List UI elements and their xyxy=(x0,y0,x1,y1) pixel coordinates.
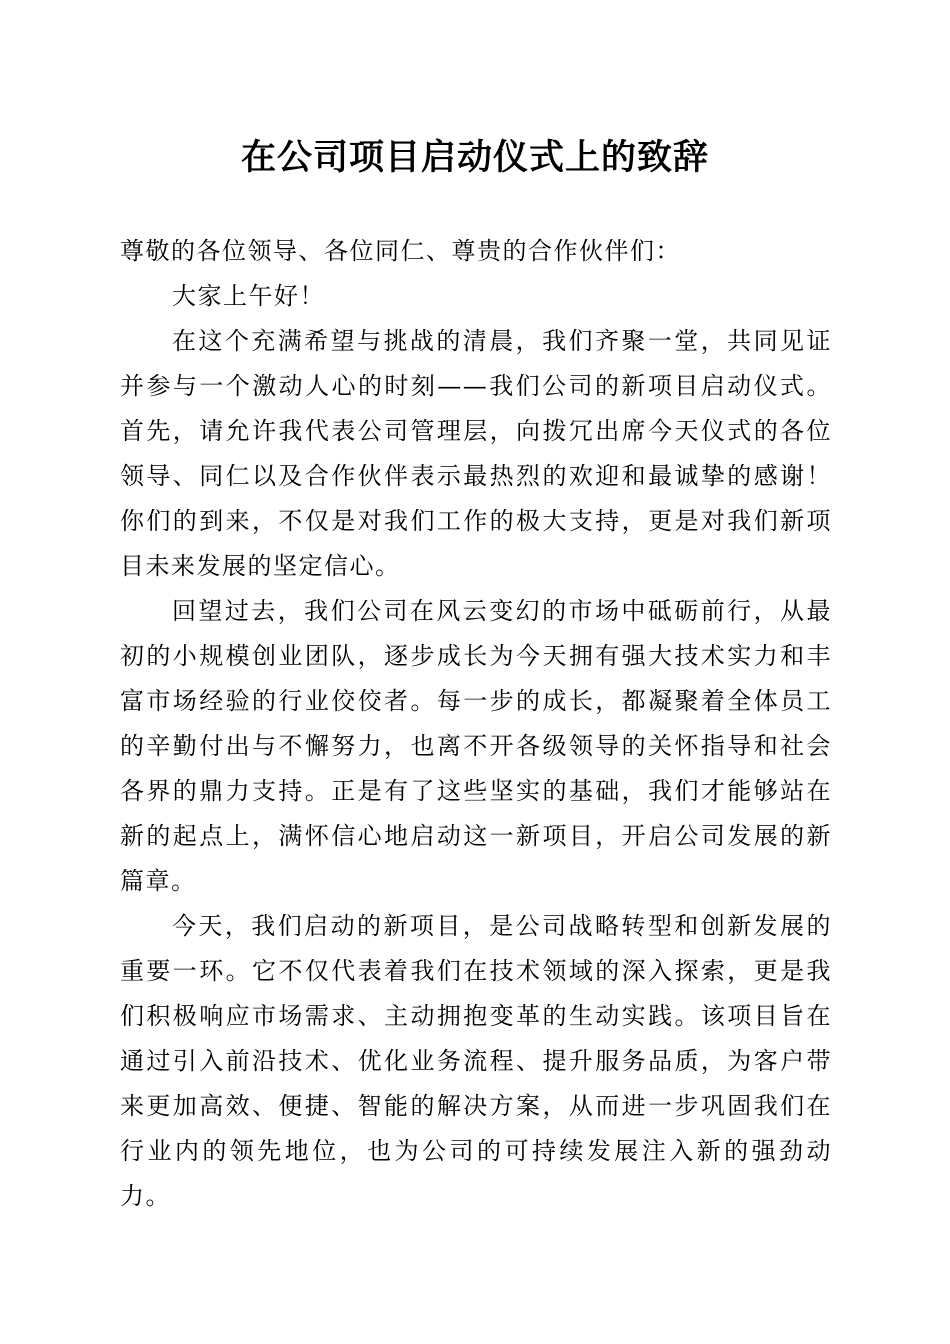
document-title: 在公司项目启动仪式上的致辞 xyxy=(240,137,709,178)
paragraph-3: 今天，我们启动的新项目，是公司战略转型和创新发展的重要一环。它不仅代表着我们在技术领域的深入探索，更是我们积极响应市场需求、主动拥抱变革的生动实践。该项目旨在通过引入前沿技术、优化业务流程、提升服务品质，为客户带来更加高效、便捷、智能的解决方案，从而进一步巩固我们在行业内的领先地位，也为公司的可持续发展注入新的强劲动力。 xyxy=(120,912,832,1210)
paragraph-2: 回望过去，我们公司在风云变幻的市场中砥砺前行，从最初的小规模创业团队，逐步成长为今天拥有强大技术实力和丰富市场经验的行业佼佼者。每一步的成长，都凝聚着全体员工的辛勤付出与不懈努力，也离不开各级领导的关怀指导和社会各界的鼎力支持。正是有了这些坚实的基础，我们才能够站在新的起点上，满怀信心地启动这一新项目，开启公司发展的新篇章。 xyxy=(120,597,832,895)
salutation: 尊敬的各位领导、各位同仁、尊贵的合作伙伴们： xyxy=(120,237,681,265)
document-body xyxy=(120,229,832,1219)
paragraph-1: 在这个充满希望与挑战的清晨，我们齐聚一堂，共同见证并参与一个激动人心的时刻——我们公司的新项目启动仪式。首先，请允许我代表公司管理层，向拨冗出席今天仪式的各位领导、同仁以及合作伙伴表示最热烈的欢迎和最诚挚的感谢！你们的到来，不仅是对我们工作的极大支持，更是对我们新项目未来发展的坚定信心。 xyxy=(120,327,832,580)
greeting: 大家上午好！ xyxy=(172,282,325,310)
